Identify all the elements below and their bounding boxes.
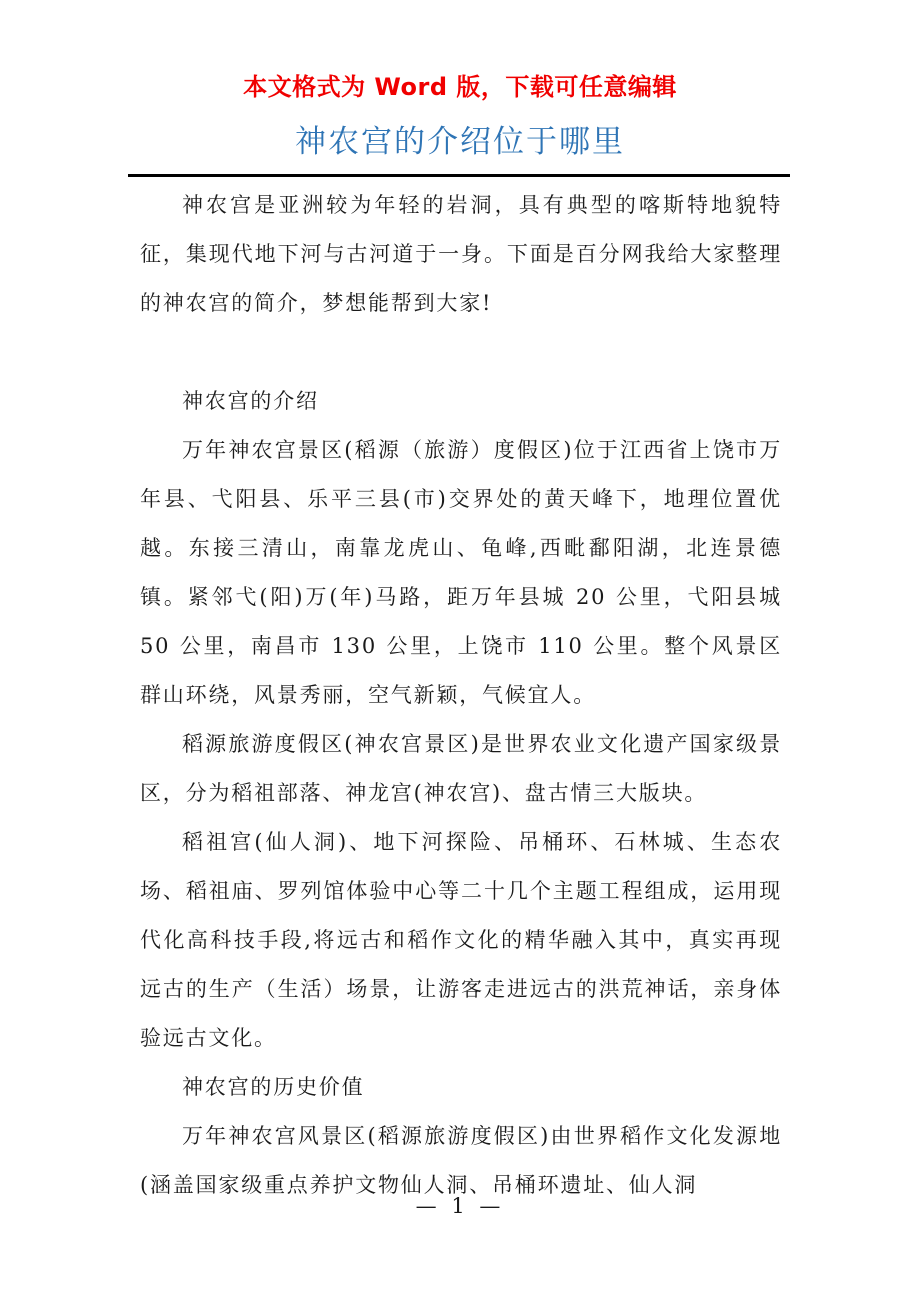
history-paragraph: 万年神农宫风景区(稻源旅游度假区)由世界稻作文化发源地(涵盖国家级重点养护文物仙人洞、吊桶环遗址、仙人洞 [140, 1124, 782, 1197]
page-number: — 1 — [415, 1194, 505, 1218]
attractions-paragraph: 稻祖宫(仙人洞)、地下河探险、吊桶环、石林城、生态农场、稻祖庙、罗列馆体验中心等二十几个主题工程组成，运用现代化高科技手段,将远古和稻作文化的精华融入其中，真实再现远古的生产（生活）场景，让游客走进远古的洪荒神话，亲身体验远古文化。 [140, 830, 782, 1050]
section-heading-introduction: 神农宫的介绍 [182, 389, 319, 413]
title-divider [128, 174, 790, 177]
section-heading-history: 神农宫的历史价值 [182, 1075, 365, 1099]
document-body [140, 181, 782, 1210]
location-paragraph: 万年神农宫景区(稻源（旅游）度假区)位于江西省上饶市万年县、弋阳县、乐平三县(市)交界处的黄天峰下，地理位置优越。东接三清山，南靠龙虎山、龟峰,西毗鄱阳湖，北连景德镇。紧邻弋(阳)万(年)马路，距万年县城 20 公里，弋阳县城 50 公里，南昌市 130 公里，上饶市 110 公里。整个风景区群山环绕，风景秀丽，空气新颖，气候宜人。 [140, 438, 782, 707]
resort-paragraph: 稻源旅游度假区(神农宫景区)是世界农业文化遗产国家级景区，分为稻祖部落、神龙宫(神农宫)、盘古情三大版块。 [140, 732, 782, 805]
download-banner: 本文格式为 Word 版，下载可任意编辑 [243, 73, 677, 101]
blank-line [140, 328, 782, 377]
document-title: 神农宫的介绍位于哪里 [295, 124, 625, 160]
intro-paragraph: 神农宫是亚洲较为年轻的岩洞，具有典型的喀斯特地貌特征，集现代地下河与古河道于一身。下面是百分网我给大家整理的神农宫的简介，梦想能帮到大家! [140, 193, 782, 315]
